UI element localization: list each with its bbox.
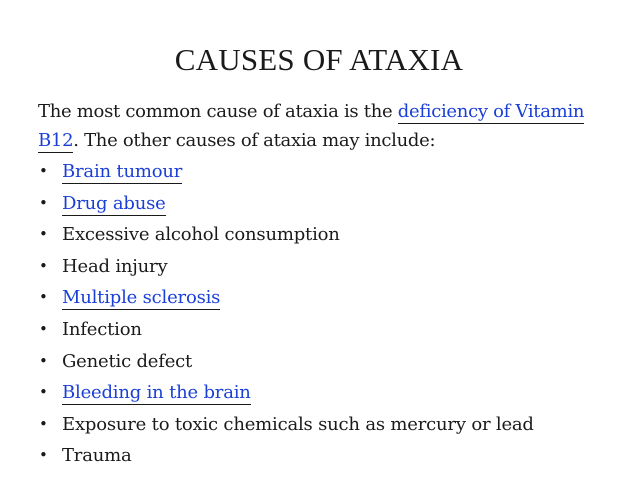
list-item (38, 346, 534, 378)
bullet-icon: • (39, 225, 48, 244)
cause-brain-tumour-link[interactable]: Brain tumour (62, 161, 183, 182)
cause-drug-abuse-link[interactable]: Drug abuse (62, 192, 166, 214)
list-item (38, 314, 534, 346)
cause-trauma-text: Trauma (62, 445, 132, 467)
cause-head-injury-text: Head injury (62, 255, 168, 277)
cause-genetic-defect-text: Genetic defect (62, 350, 193, 372)
list-item (38, 409, 534, 441)
cause-multiple-sclerosis-link[interactable]: Multiple sclerosis (62, 287, 221, 309)
bullet-icon: • (39, 351, 48, 370)
vitamin-b12-link[interactable]: deficiency of Vitamin B12 (38, 101, 585, 151)
list-item (38, 188, 534, 220)
bullet-icon: • (39, 446, 48, 465)
bullet-icon: • (39, 193, 48, 212)
intro-text-before: The most common cause of ataxia is the (38, 101, 398, 122)
list-item (38, 156, 534, 188)
slide-title: CAUSES OF ATAXIA (174, 42, 464, 77)
bullet-icon: • (39, 288, 48, 307)
list-item (38, 377, 534, 409)
bullet-icon: • (39, 383, 48, 402)
causes-list (38, 156, 534, 472)
list-item (38, 219, 534, 251)
cause-toxic-chemicals-text: Exposure to toxic chemicals such as mercury or lead (62, 413, 534, 435)
cause-infection-text: Infection (62, 318, 142, 340)
bullet-icon: • (39, 162, 48, 180)
cause-bleeding-brain-link[interactable]: Bleeding in the brain (62, 382, 251, 404)
bullet-icon: • (39, 414, 48, 433)
list-item (38, 282, 534, 314)
bullet-icon: • (39, 256, 48, 275)
bullet-icon: • (39, 319, 48, 338)
list-item (38, 251, 534, 283)
cause-alcohol-text: Excessive alcohol consumption (62, 224, 340, 246)
intro-text-after: . The other causes of ataxia may include: (73, 130, 436, 151)
intro-paragraph (38, 97, 610, 155)
list-item (38, 440, 534, 472)
